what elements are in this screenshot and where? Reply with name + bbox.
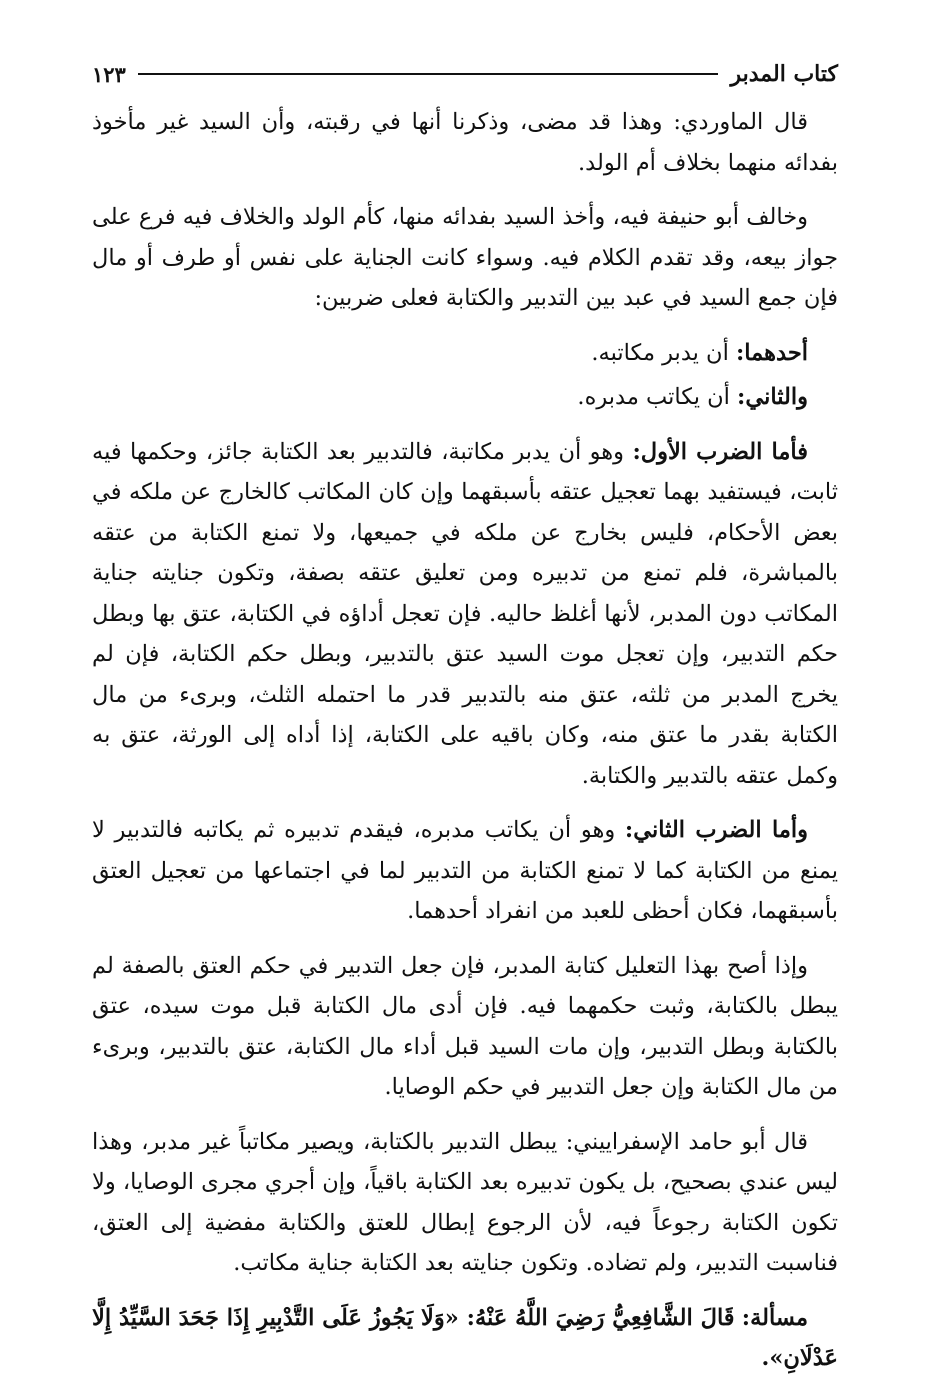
paragraph-4 [92,377,838,418]
paragraph-9-label: مسألة: [741,1304,809,1331]
paragraph-5-label: فأما الضرب الأول: [632,438,808,465]
header-rule [138,73,719,75]
paragraph-5 [92,432,838,797]
paragraph-5-text: وهو أن يدبر مكاتبة، فالتدبير بعد الكتابة جائز، وحكمها فيه ثابت، فيستفيد بهما تعجيل عتقه بأسبقهما وإن كان المكاتب كالخارج عن ملكه في بعض الأحكام، فليس بخارج عن ملكه في جميعها، ولا تمنع الكتابة من عتقه بالمباشرة، فلم تمنع من تدبيره ومن تعليق عتقه بصفة، وتكون جنايته جناية المكاتب دون المدبر، لأنها أغلظ حاليه. فإن تعجل أداؤه في الكتابة، عتق بها وبطل حكم التدبير، وإن تعجل موت السيد عتق بالتدبير، وبطل حكم الكتابة، فإن لم يخرج المدبر من ثلثه، عتق منه بالتدبير قدر ما احتمله الثلث، وبرىء من مال الكتابة بقدر ما عتق منه، وكان باقيه على الكتابة، إذا أداه إلى الورثة، عتق به وكمل عتقه بالتدبير والكتابة. [92,438,838,789]
paragraph-4-text: أن يكاتب مدبره. [577,384,730,410]
paragraph-3-text: أن يدبر مكاتبه. [591,339,729,366]
paragraph-2-text: وخالف أبو حنيفة فيه، وأخذ السيد بفدائه منها، كأم الولد والخلاف فيه فرع على جواز بيعه، وقد تقدم الكلام فيه. وسواء كانت الجناية على نفس أو طرف أو مال فإن جمع السيد في عبد بين التدبير والكتابة فعلى ضربين: [92,204,838,311]
page-header [92,58,838,90]
paragraph-6-label: وأما الضرب الثاني: [624,817,808,843]
paragraph-1-text: قال الماوردي: وهذا قد مضى، وذكرنا أنها في رقبته، وأن السيد غير مأخوذ بفدائه منهما بخلاف أم الولد. [92,109,838,176]
paragraph-8-text: قال أبو حامد الإسفراييني: يبطل التدبير بالكتابة، ويصير مكاتباً غير مدبر، وهذا ليس عندي بصحيح، بل يكون تدبيره بعد الكتابة باقياً، وإن أجري مجرى الوصايا، ولا تكون الكتابة رجوعاً فيه، لأن الرجوع إبطال للعتق والكتابة مفضية إلى العتق، فناسبت التدبير، ولم تضاده. وتكون جنايته بعد الكتابة جناية مكاتب. [92,1128,838,1276]
paragraph-7-text: وإذا أصح بهذا التعليل كتابة المدبر، فإن جعل التدبير في حكم العتق بالصفة لم يبطل بالكتابة، وثبت حكمهما فيه. فإن أدى مال الكتابة قبل موت سيده، عتق بالكتابة وبطل التدبير، وإن مات السيد قبل أداء مال الكتابة، عتق بالتدبير، وبرىء من مال الكتابة وإن جعل التدبير في حكم الوصايا. [92,952,838,1100]
paragraph-6-text: وهو أن يكاتب مدبره، فيقدم تدبيره ثم يكاتبه فالتدبير لا يمنع من الكتابة كما لا تمنع الكتابة من التدبير لما في اجتماعها من تعجيل العتق بأسبقهما، فكان أحظى للعبد من انفراد أحدهما. [92,817,838,924]
paragraph-3-label: أحدهما: [735,339,808,366]
running-title: كتاب المدبر [730,61,838,87]
paragraph-6 [92,810,838,932]
paragraph-4-label: والثاني: [737,384,808,410]
paragraph-8 [92,1122,838,1284]
paragraph-3 [92,333,838,374]
page-number: ١٢٣ [92,61,126,87]
paragraph-9-quote: قَالَ الشَّافِعِيُّ رَضِيَ اللَّهُ عَنْهُ: «وَلَا يَجُوزُ عَلَى التَّدْبِيرِ إِذَا جَحَدَ السَّيِّدُ إِلَّا عَدْلَانِ». [92,1304,838,1371]
paragraph-1 [92,102,838,183]
paragraph-7 [92,946,838,1108]
paragraph-9 [92,1298,838,1379]
paragraph-2 [92,197,838,319]
